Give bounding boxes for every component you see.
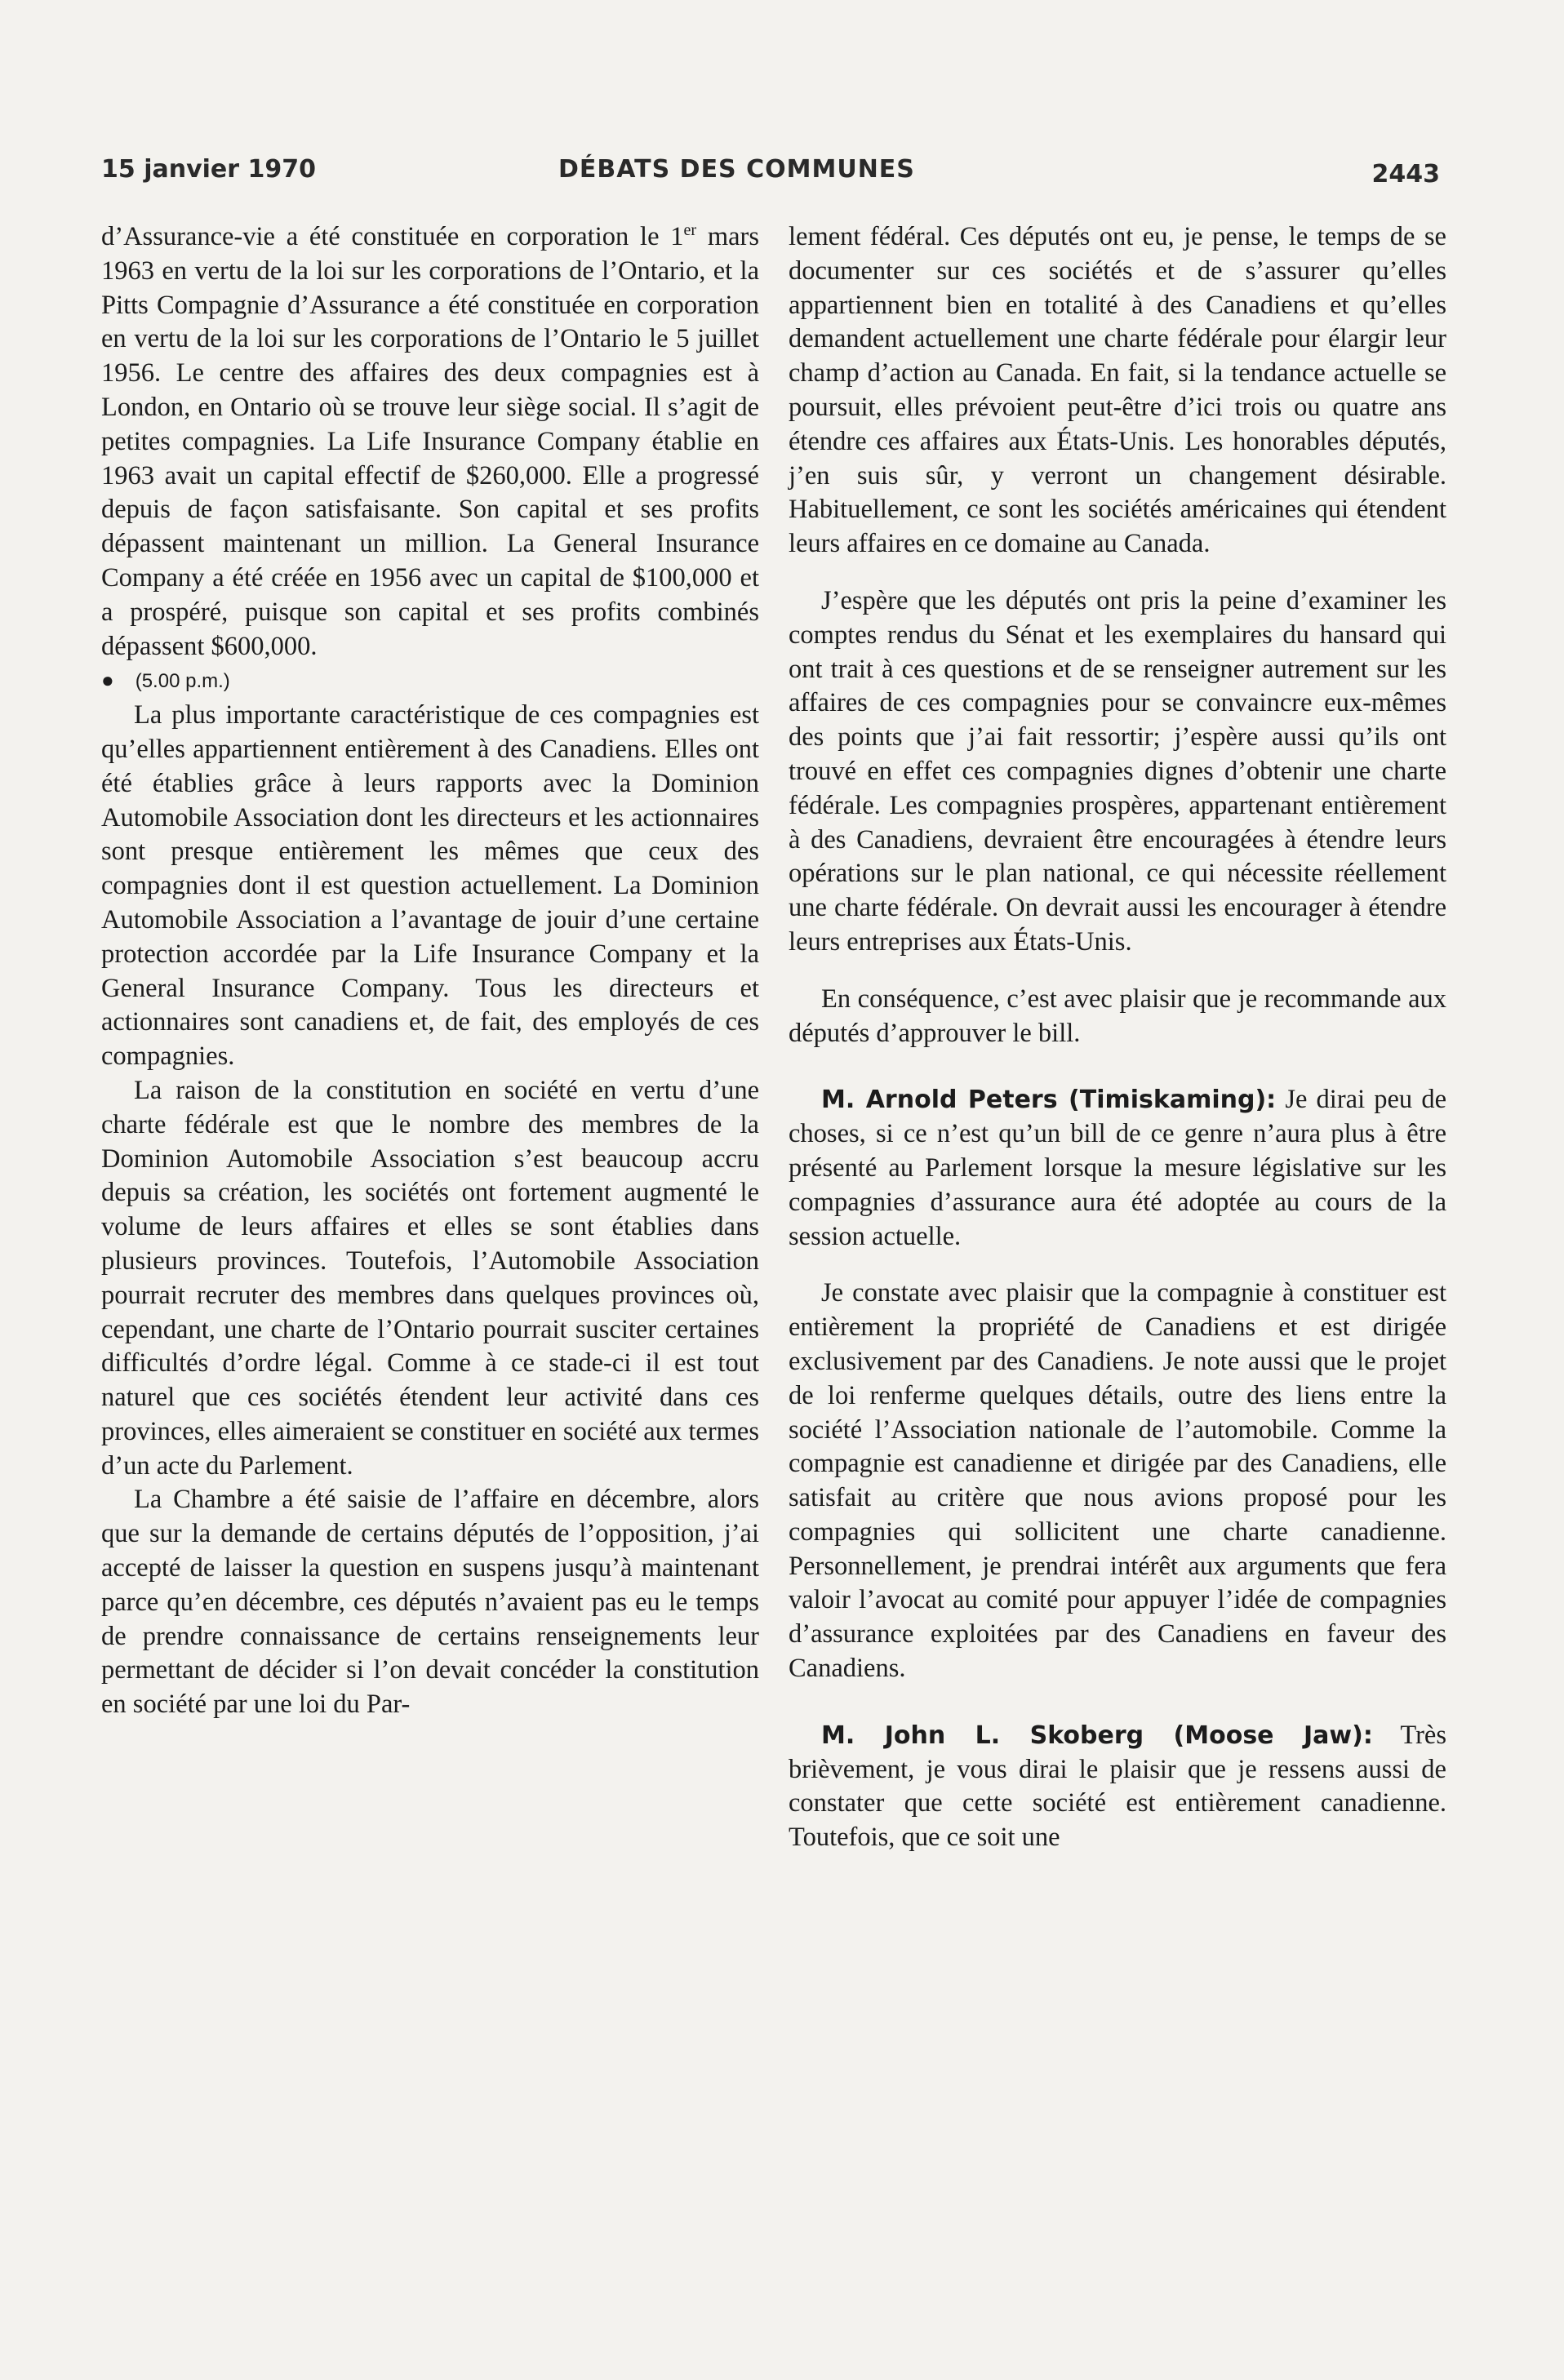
right-column (789, 220, 1446, 1855)
paragraph: La raison de la constitution en société en vertu d’une charte fédérale est que le nombre des membres de la Dominion Automobile Association s’est beaucoup accru depuis sa création, les sociétés ont fortement augmenté le volume de leurs affaires et elles se sont établies dans plusieurs provinces. Toutefois, l’Automobile Association pourrait recruter des membres dans quelques provinces où, cependant, une charte de l’Ontario pourrait susciter certaines difficultés d’ordre légal. Comme à ce stade-ci il est tout naturel que ces sociétés étendent leur activité dans ces provinces, elles aimeraient se constituer en société aux termes d’un acte du Parlement. (101, 1075, 759, 1481)
time-marker (101, 664, 759, 699)
header-page-number: 2443 (1371, 160, 1440, 189)
speaker-paragraph (789, 1083, 1446, 1254)
page-header (101, 149, 1440, 189)
paragraph: Je constate avec plaisir que la compagnie à constituer est entièrement la propriété de Canadiens et est dirigée exclusivement par des Canadiens. Je note aussi que le projet de loi renferme quelques détails, outre des liens entre la société l’Association nationale de l’automobile. Comme la compagnie est canadienne et dirigée par des Canadiens, elle satisfait au critère que nous avions proposé pour les compagnies qui sollicitent une charte canadienne. Personnellement, je prendrai intérêt aux arguments que fera valoir l’avocat au comité pour appuyer l’idée de compagnies d’assurance exploitées par des Canadiens en faveur des Canadiens. (789, 1278, 1446, 1684)
paragraph: En conséquence, c’est avec plaisir que je recommande aux députés d’approuver le bill. (789, 984, 1446, 1048)
speaker-name: M. John L. Skoberg (Moose Jaw): (821, 1721, 1373, 1750)
paragraph: lement fédéral. Ces députés ont eu, je pense, le temps de se documenter sur ces sociétés et de s’assurer qu’elles appartiennent bien en totalité à des Canadiens et qu’elles demandent actuellement une charte fédérale pour élargir leur champ d’action au Canada. En fait, si la tendance actuelle se poursuit, elles prévoient peut-être d’ici trois ou quatre ans étendre ces affaires aux États-Unis. Les honorables députés, j’en suis sûr, y verront un changement désirable. Habituellement, ce sont les sociétés américaines qui étendent leurs affaires en ce domaine au Canada. (789, 222, 1446, 559)
superscript: er (683, 221, 697, 240)
speech-text: Je dirai peu de choses, si ce n’est qu’un bill de ce genre n’aura plus à être présenté au Parlement lorsque la mesure législative sur les compagnies d’assurance aura été adoptée au cours de la session actuelle. (789, 1085, 1446, 1251)
paragraph: La Chambre a été saisie de l’affaire en décembre, alors que sur la demande de certains députés de l’opposition, j’ai accepté de laisser la question en suspens jusqu’à maintenant parce qu’en décembre, ces députés n’avaient pas eu le temps de prendre connaissance de certains renseignements leur permettant de décider si l’on devait concéder la constitution en société par une loi du Par- (101, 1485, 759, 1720)
paragraph-text-start: d’Assurance-vie a été constituée en corporation le 1 (101, 222, 684, 251)
paragraph-text-end: mars 1963 en vertu de la loi sur les corporations de l’Ontario, et la Pitts Compagnie d’Assurance a été constituée en corporation en vertu de la loi sur les corporations de l’Ontario le 5 juillet 1956. Le centre des affaires des deux compagnies est à London, en Ontario où se trouve leur siège social. Il s’agit de petites compagnies. La Life Insurance Company établie en 1963 avait un capital effectif de $260,000. Elle a progressé depuis de façon satisfaisante. Son capital et ses profits dépassent maintenant un million. La General Insurance Company a été créée en 1956 avec un capital de $100,000 et a prospéré, puisque son capital et ses profits combinés dépassent $600,000. (101, 222, 759, 661)
speaker-paragraph (789, 1719, 1446, 1855)
speaker-name: M. Arnold Peters (Timiskaming): (821, 1086, 1277, 1115)
speech-text: Très brièvement, je vous dirai le plaisir que je ressens aussi de constater que cette société est entièrement canadienne. Toutefois, que ce soit une (789, 1720, 1446, 1853)
header-journal-title: DÉBATS DES COMMUNES (558, 155, 915, 184)
time-text: (5.00 p.m.) (135, 670, 230, 693)
bullet-icon: ● (101, 668, 114, 693)
left-column (101, 220, 759, 1722)
paragraph (101, 220, 759, 664)
paragraph: La plus importante caractéristique de ces compagnies est qu’elles appartiennent entièrement à des Canadiens. Elles ont été établies grâce à leurs rapports avec la Dominion Automobile Association dont les directeurs et les actionnaires sont presque entièrement les mêmes que ceux des compagnies dont il est question actuellement. La Dominion Automobile Association a l’avantage de jouir d’une certaine protection accordée par la Life Insurance Company et la General Insurance Company. Tous les directeurs et actionnaires sont canadiens et, de fait, des employés de ces compagnies. (101, 700, 759, 1072)
header-date: 15 janvier 1970 (101, 155, 316, 184)
paragraph: J’espère que les députés ont pris la peine d’examiner les comptes rendus du Sénat et les exemplaires du hansard qui ont trait à ces questions et de se renseigner autrement sur les affaires de ces compagnies pour se convaincre eux-mêmes des points que j’ai fait ressortir; j’espère aussi qu’ils ont trouvé en effet ces compagnies dignes d’obtenir une charte fédérale. Les compagnies prospères, appartenant entièrement à des Canadiens, devraient être encouragées à étendre leurs opérations sur le plan national, ce qui nécessite réellement une charte fédérale. On devrait aussi les encourager à étendre leurs entreprises aux États-Unis. (789, 585, 1446, 957)
